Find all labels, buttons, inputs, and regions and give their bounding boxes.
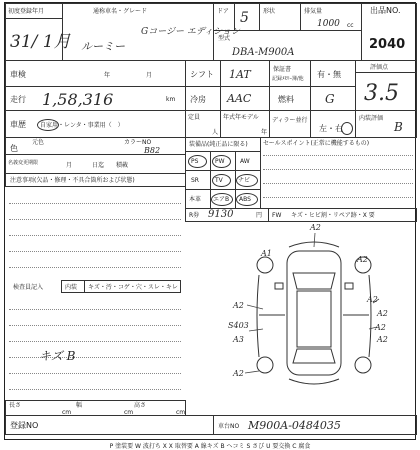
circle-ps — [188, 155, 207, 168]
first-reg-label-box — [5, 3, 63, 19]
chassis-value: M900A-0484035 — [248, 419, 341, 432]
warranty-label-box — [269, 60, 311, 87]
roof — [297, 291, 331, 347]
length-label: 長さ — [9, 402, 22, 409]
width-unit: cm — [124, 409, 134, 416]
mark-a2-right-door: A2 — [377, 309, 388, 318]
equip-sr: SR — [191, 177, 199, 184]
left-side-panel — [257, 275, 259, 357]
equip-airbag: エアB — [213, 196, 230, 203]
trade-label: 通称車名・グレード — [93, 8, 148, 15]
handle-circle — [341, 122, 353, 135]
inspector-tab-interior: 内装 — [65, 284, 78, 291]
color-label: 色 — [10, 144, 18, 153]
length-unit: cm — [62, 409, 72, 416]
shaken-label: 車検 — [10, 70, 26, 79]
disp-value: 1000 — [317, 19, 340, 29]
fuel-label-box — [269, 86, 311, 111]
circle-pw — [212, 155, 231, 168]
mark-a2-right-rear: A2 — [375, 323, 386, 332]
doors-value-box — [234, 3, 260, 31]
color-no-label: カラーNO — [124, 139, 152, 146]
inspection-month: 月 — [66, 162, 73, 169]
color-no-value: B82 — [144, 146, 161, 155]
fw-box — [268, 208, 417, 222]
ac-value: AAC — [227, 92, 252, 105]
fuel-value: G — [325, 92, 335, 106]
mileage-label: 走行 — [10, 95, 26, 104]
ac-label: 冷房 — [190, 95, 206, 104]
wheel-front-left — [257, 257, 273, 273]
equip-navi: ナビ — [238, 177, 251, 184]
mark-a2-rear-quarter: A2 — [377, 335, 388, 344]
caution-label: 注意事項(欠品・修理・不具合箇所および状態) — [10, 177, 135, 184]
mark-a3: A3 — [233, 335, 244, 344]
mark-a2-left-mid: A2 — [233, 301, 244, 310]
year-model-box — [220, 110, 270, 138]
height-unit: cm — [176, 409, 186, 416]
inspection-label: 名義変更期限 — [8, 160, 39, 166]
mark-a2-rear-left: A2 — [233, 369, 244, 378]
inspection-tick: 積載 — [116, 162, 129, 169]
first-reg-value: 31/ 1月 — [10, 32, 71, 52]
mark-a2-front: A2 — [310, 223, 321, 232]
color-original: 元色 — [32, 139, 45, 146]
history-options: 自家用・レンタ・事業用（ ） — [40, 122, 124, 129]
model-value: DBA-M900A — [232, 47, 295, 58]
handle-options: 左・右 — [319, 124, 343, 133]
capacity-label: 定員 — [188, 114, 201, 121]
rear-bumper — [289, 379, 339, 384]
history-label: 車歴 — [10, 120, 26, 129]
inspector-label: 検査員記入 — [13, 284, 44, 291]
doors-value: 5 — [240, 10, 249, 26]
caution-box — [5, 173, 186, 187]
handwritten-note: キズ B — [39, 349, 76, 363]
warranty-sub: 記録ﾒﾓﾘｰ簿/他 — [272, 76, 304, 82]
shift-value: 1AT — [229, 68, 251, 81]
first-reg-value-box — [5, 18, 71, 61]
name-value: ルーミー — [81, 40, 125, 53]
fuel-value-box — [310, 86, 356, 111]
shape-label: 形状 — [263, 8, 276, 15]
capacity-unit: 人 — [212, 129, 219, 136]
lot-label: 出品NO. — [370, 6, 401, 15]
inspector-tab-damage: キズ・汚・コゲ・穴・スレ・キレ — [88, 284, 178, 291]
handle-label: ディラー並行 — [272, 117, 308, 124]
equip-aw: AW — [240, 158, 250, 165]
disp-box — [300, 3, 362, 31]
recycle-label: R券 — [189, 212, 200, 219]
fw-text: キズ・ヒビ割・リペア跡・X 要 — [291, 212, 375, 219]
rear-window — [293, 349, 335, 363]
ac-value-box — [220, 86, 270, 111]
recycle-unit: 円 — [256, 212, 263, 219]
wheel-rear-right — [355, 357, 371, 373]
width-label: 幅 — [76, 402, 83, 409]
shaken-box — [5, 60, 186, 87]
shift-value-box — [220, 60, 270, 87]
score-box — [355, 72, 417, 111]
shape-box — [259, 3, 301, 31]
grade-label: 評価点 — [370, 64, 389, 71]
year-model-unit: 年 — [261, 129, 268, 136]
dimensions-box — [5, 400, 186, 416]
reg-no-box — [5, 415, 214, 435]
equip-pw: PW — [215, 158, 225, 165]
handle-value-box — [310, 110, 356, 138]
circle-tv — [212, 174, 231, 187]
warranty-choice: 有・無 — [317, 70, 341, 79]
mark-s403: S403 — [228, 321, 249, 330]
lot-value: 2040 — [369, 37, 406, 52]
windshield — [293, 273, 335, 289]
shaken-month: 月 — [146, 72, 153, 79]
mileage-box — [5, 86, 186, 111]
interior-box — [355, 110, 417, 138]
color-box — [5, 137, 186, 155]
warranty-choice-box — [310, 60, 356, 87]
history-box — [5, 110, 186, 138]
reg-no-label: 登録NO — [10, 421, 39, 430]
lot-box — [361, 3, 417, 61]
inspector-tabs — [61, 280, 181, 293]
grade-value: Gコージー エディション — [141, 27, 240, 37]
recycle-value: 9130 — [208, 209, 234, 220]
circle-navi — [236, 174, 258, 187]
equip-leather: 本革 — [189, 196, 202, 203]
mileage-value: 1,58,316 — [42, 90, 114, 109]
ac-label-box — [185, 86, 221, 111]
interior-value: B — [394, 120, 403, 134]
disp-label: 排気量 — [304, 8, 323, 15]
recycle-box — [185, 208, 269, 222]
history-circle — [37, 119, 59, 131]
equipment-box — [185, 137, 261, 209]
wheel-rear-left — [257, 357, 273, 373]
model-label: 型式 — [218, 35, 231, 42]
chassis-label: 車台NO — [218, 423, 240, 430]
shift-label: シフト — [190, 70, 214, 79]
handle-label-box — [269, 110, 311, 138]
score-value: 3.5 — [364, 81, 399, 106]
model-box — [213, 30, 362, 61]
equip-tv: TV — [215, 177, 223, 184]
mark-a2-right-mid: A2 — [367, 295, 378, 304]
equip-ps: PS — [191, 158, 199, 165]
equip-abs: ABS — [239, 196, 251, 203]
chassis-box — [213, 415, 417, 435]
mark-a1: A1 — [261, 249, 272, 258]
first-reg-label: 初度登録年月 — [8, 8, 45, 15]
fw-label: FW — [272, 212, 282, 219]
sales-point-label: セールスポイント(正常に機能するもの) — [263, 140, 370, 147]
fuel-label: 燃料 — [278, 95, 294, 104]
right-side-panel — [369, 275, 371, 357]
mirror-left — [275, 283, 283, 289]
height-label: 高さ — [134, 402, 147, 409]
legend: P 塗装要 W 波打ち X X 取替要 A 線キズ B ヘコミ S さび U 要交換 C 腐食 — [109, 443, 311, 450]
year-model-label: 年式年モデル — [223, 114, 259, 121]
auction-sheet — [4, 2, 416, 440]
inspection-day: 日迄 — [92, 162, 105, 169]
shaken-year: 年 — [104, 72, 111, 79]
mark-a2-right-front: A2 — [357, 255, 368, 264]
warranty-label: 保証書 — [273, 66, 292, 73]
mirror-right — [345, 283, 353, 289]
mileage-unit: km — [166, 96, 176, 103]
shift-label-box — [185, 60, 221, 87]
circle-airbag — [211, 193, 233, 206]
disp-unit: cc — [347, 22, 354, 29]
equipment-title: 装備品(純正品に限る) — [189, 141, 248, 148]
capacity-box — [185, 110, 221, 138]
interior-label: 内装評価 — [359, 115, 384, 122]
doors-label-box — [213, 3, 235, 31]
doors-label: ドア — [217, 8, 229, 15]
circle-abs — [236, 193, 258, 206]
inspection-box — [5, 154, 186, 174]
